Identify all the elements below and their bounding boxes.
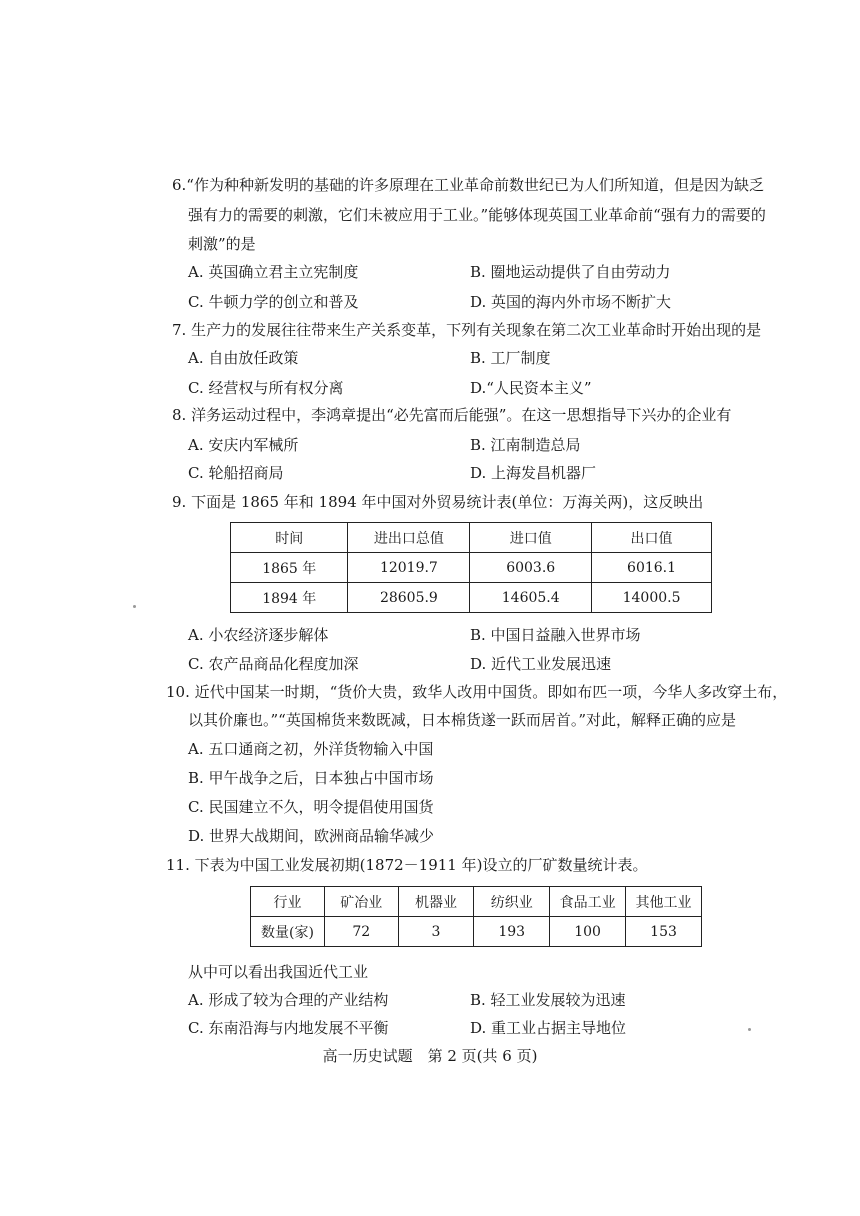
table-header-cell: 纺织业 bbox=[474, 887, 550, 917]
table-cell: 193 bbox=[474, 917, 550, 947]
q10-stem-line1: 10. 近代中国某一时期，“货价大贵，致华人改用中国货。即如布匹一项，今华人多改穿土布， bbox=[166, 683, 788, 701]
table-row bbox=[251, 917, 702, 947]
table-cell: 72 bbox=[324, 917, 398, 947]
q9-option-c: C. 农产品商品化程度加深 bbox=[188, 655, 359, 673]
table-cell: 12019.7 bbox=[348, 553, 470, 583]
scan-speck bbox=[748, 1028, 751, 1031]
q10-stem-line2: 以其价廉也。”“英国棉货来数既减，日本棉货遂一跃而居首。”对此，解释正确的应是 bbox=[188, 711, 737, 729]
table-cell: 14000.5 bbox=[592, 583, 712, 613]
table-header-cell: 矿冶业 bbox=[324, 887, 398, 917]
table-row bbox=[231, 553, 712, 583]
table-header-cell: 食品工业 bbox=[550, 887, 626, 917]
table-header-cell: 进口值 bbox=[470, 523, 592, 553]
q9-option-a: A. 小农经济逐步解体 bbox=[188, 626, 329, 644]
table-header-cell: 行业 bbox=[251, 887, 325, 917]
q6-stem-line2: 强有力的需要的刺激，它们未被应用于工业。”能够体现英国工业革命前“强有力的需要的 bbox=[188, 206, 766, 224]
q8-option-c: C. 轮船招商局 bbox=[188, 464, 284, 482]
q7-option-c: C. 经营权与所有权分离 bbox=[188, 379, 344, 397]
q6-stem-line3: 刺激”的是 bbox=[188, 235, 256, 253]
table-header-cell: 出口值 bbox=[592, 523, 712, 553]
q11-factory-table bbox=[250, 886, 702, 947]
q7-option-b: B. 工厂制度 bbox=[470, 349, 551, 367]
table-cell: 100 bbox=[550, 917, 626, 947]
table-header-row bbox=[251, 887, 702, 917]
q7-option-d: D.“人民资本主义” bbox=[470, 379, 592, 397]
q6-option-d: D. 英国的海内外市场不断扩大 bbox=[470, 293, 672, 311]
table-cell: 28605.9 bbox=[348, 583, 470, 613]
q8-option-b: B. 江南制造总局 bbox=[470, 436, 581, 454]
q11-option-d: D. 重工业占据主导地位 bbox=[470, 1019, 627, 1037]
page-footer: 高一历史试题 第 2 页(共 6 页) bbox=[322, 1047, 538, 1065]
q10-option-a: A. 五口通商之初，外洋货物输入中国 bbox=[188, 740, 434, 758]
q9-option-d: D. 近代工业发展迅速 bbox=[470, 655, 612, 673]
q6-stem-line1: 6.“作为种种新发明的基础的许多原理在工业革命前数世纪已为人们所知道，但是因为缺乏 bbox=[172, 176, 764, 194]
q11-stem-continuation: 从中可以看出我国近代工业 bbox=[188, 963, 369, 981]
table-cell: 153 bbox=[626, 917, 702, 947]
q7-stem: 7. 生产力的发展往往带来生产关系变革，下列有关现象在第二次工业革命时开始出现的是 bbox=[172, 321, 762, 339]
q6-option-c: C. 牛顿力学的创立和普及 bbox=[188, 293, 359, 311]
q11-stem: 11. 下表为中国工业发展初期(1872－1911 年)设立的厂矿数量统计表。 bbox=[166, 856, 648, 874]
q6-option-b: B. 圈地运动提供了自由劳动力 bbox=[470, 263, 671, 281]
table-row bbox=[231, 583, 712, 613]
table-header-cell: 其他工业 bbox=[626, 887, 702, 917]
q8-option-d: D. 上海发昌机器厂 bbox=[470, 464, 597, 482]
table-cell: 1894 年 bbox=[231, 583, 348, 613]
table-cell: 1865 年 bbox=[231, 553, 348, 583]
table-cell: 数量(家) bbox=[251, 917, 325, 947]
table-header-cell: 时间 bbox=[231, 523, 348, 553]
q6-option-a: A. 英国确立君主立宪制度 bbox=[188, 263, 359, 281]
table-header-cell: 机器业 bbox=[398, 887, 474, 917]
table-header-row bbox=[231, 523, 712, 553]
table-header-cell: 进出口总值 bbox=[348, 523, 470, 553]
q8-stem: 8. 洋务运动过程中，李鸿章提出“必先富而后能强”。在这一思想指导下兴办的企业有 bbox=[172, 406, 732, 424]
table-cell: 6016.1 bbox=[592, 553, 712, 583]
q8-option-a: A. 安庆内军械所 bbox=[188, 436, 299, 454]
q9-option-b: B. 中国日益融入世界市场 bbox=[470, 626, 641, 644]
q9-trade-table bbox=[230, 522, 712, 613]
q10-option-c: C. 民国建立不久，明令提倡使用国货 bbox=[188, 798, 434, 816]
table-cell: 6003.6 bbox=[470, 553, 592, 583]
q10-option-b: B. 甲午战争之后，日本独占中国市场 bbox=[188, 769, 434, 787]
table-cell: 3 bbox=[398, 917, 474, 947]
table-cell: 14605.4 bbox=[470, 583, 592, 613]
q11-option-a: A. 形成了较为合理的产业结构 bbox=[188, 991, 389, 1009]
q9-stem: 9. 下面是 1865 年和 1894 年中国对外贸易统计表(单位：万海关两)，这反映出 bbox=[172, 493, 704, 511]
q11-option-c: C. 东南沿海与内地发展不平衡 bbox=[188, 1019, 389, 1037]
q10-option-d: D. 世界大战期间，欧洲商品输华减少 bbox=[188, 827, 435, 845]
q11-option-b: B. 轻工业发展较为迅速 bbox=[470, 991, 626, 1009]
q7-option-a: A. 自由放任政策 bbox=[188, 349, 299, 367]
scan-speck bbox=[133, 605, 136, 608]
